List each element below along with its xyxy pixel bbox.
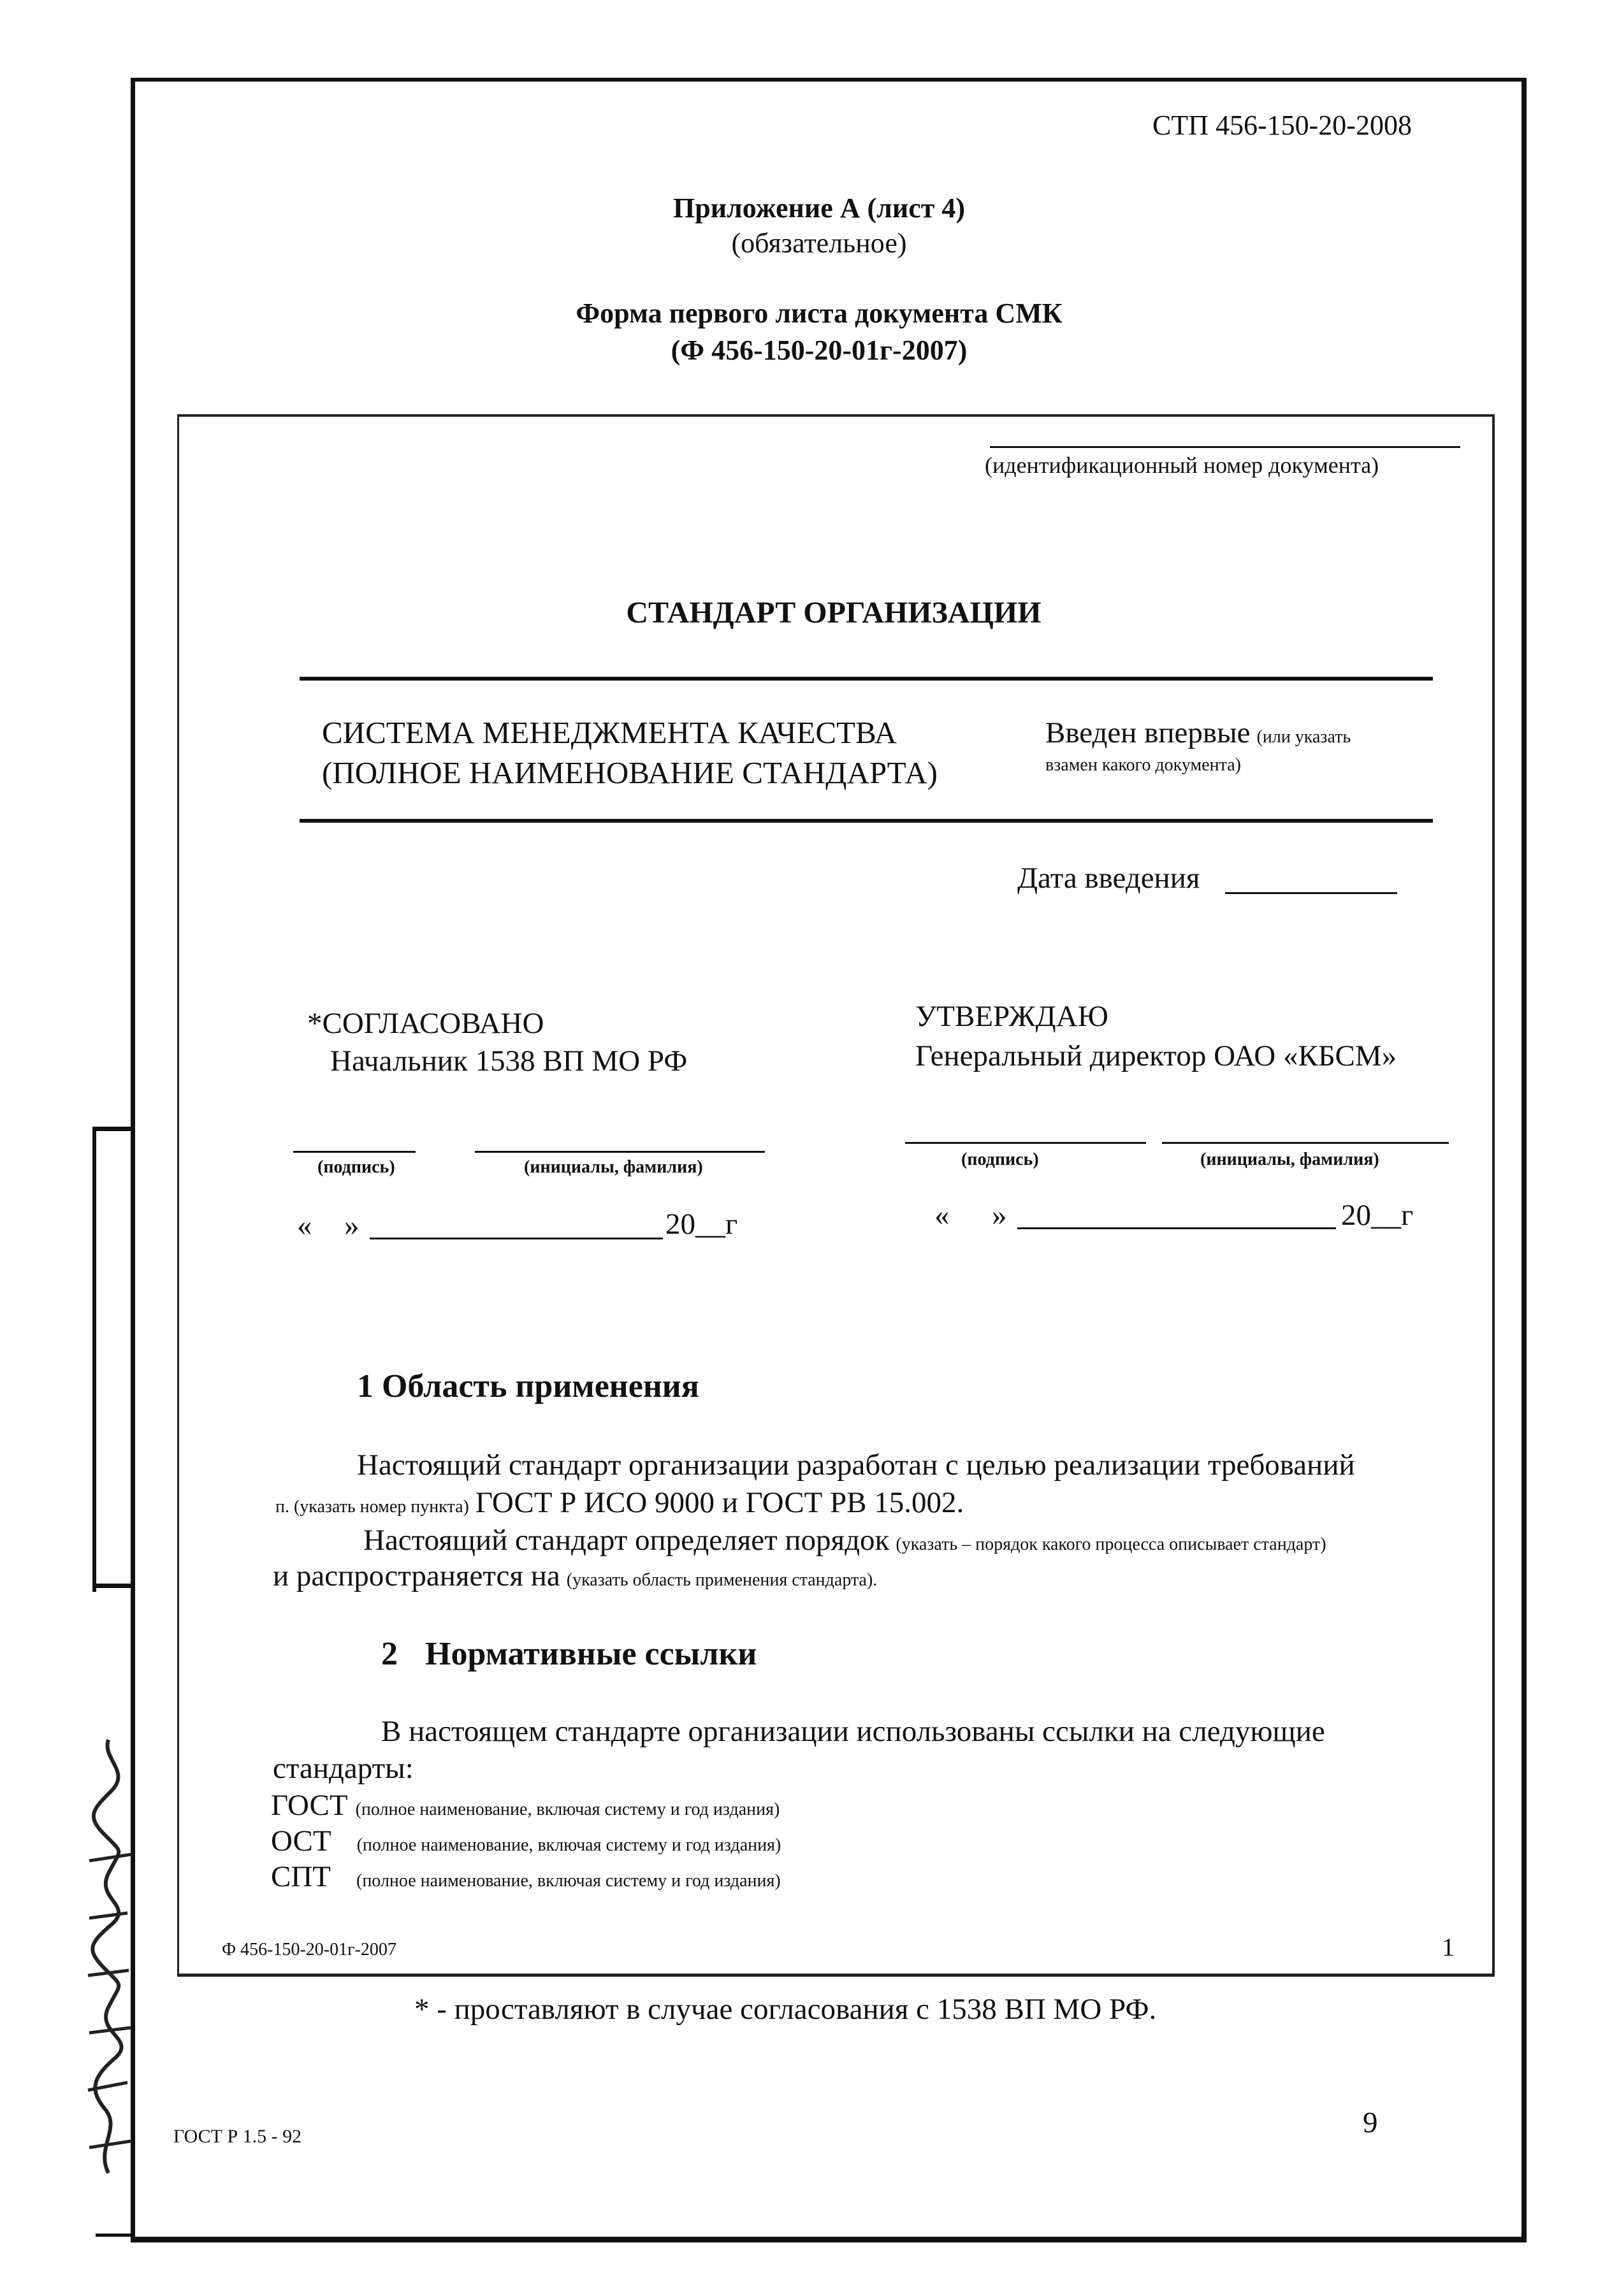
handwritten-margin-note [70, 1733, 153, 2179]
approved-quote-open: « [934, 1199, 950, 1232]
introduced-first-label: Введен впервые [1045, 716, 1251, 749]
section-1-p1-standards: ГОСТ Р ИСО 9000 и ГОСТ РВ 15.002. [475, 1486, 964, 1519]
bottom-left-code: ГОСТ Р 1.5 - 92 [173, 2126, 302, 2147]
section-1-p2-note: (указать – порядок какого процесса описывает стандарт) [896, 1534, 1326, 1554]
id-number-caption: (идентификационный номер документа) [985, 452, 1379, 478]
margin-mark-vertical [92, 1127, 96, 1592]
reference-note: (полное наименование, включая систему и год издания) [356, 1835, 781, 1855]
margin-mark-top [96, 1127, 135, 1131]
rule-bottom [300, 819, 1433, 823]
section-1-p1-line1: Настоящий стандарт организации разработан с целью реализации требований [357, 1448, 1355, 1482]
reference-code: ГОСТ [271, 1789, 348, 1822]
reference-gost [271, 1791, 780, 1821]
approved-date-blank[interactable] [1017, 1227, 1336, 1229]
section-1-p1-note: п. (указать номер пункта) [275, 1497, 469, 1517]
section-2-intro-line1: В настоящем стандарте организации использованы ссылки на следующие [381, 1715, 1325, 1748]
section-2-intro-line2: стандарты: [273, 1752, 414, 1785]
agreed-signature-caption: (подпись) [317, 1157, 395, 1177]
org-standard-title: СТАНДАРТ ОРГАНИЗАЦИИ [626, 596, 1042, 630]
agreed-date-blank[interactable] [370, 1238, 663, 1239]
approved-quote-close: » [992, 1199, 1007, 1232]
section-1-p2-line2-main: и распространяется на [273, 1559, 560, 1592]
page-number: 9 [1363, 2106, 1378, 2139]
reference-code: СПТ [271, 1860, 331, 1893]
agreed-name-line[interactable] [475, 1151, 765, 1153]
approved-signature-caption: (подпись) [961, 1150, 1039, 1169]
section-1-p1-line2 [275, 1488, 964, 1518]
approved-title: УТВЕРЖДАЮ [915, 1000, 1108, 1033]
agreed-title: *СОГЛАСОВАНО [307, 1007, 544, 1040]
section-2-number: 2 [381, 1636, 398, 1672]
reference-note: (полное наименование, включая систему и год издания) [355, 1800, 780, 1819]
approved-name-line[interactable] [1162, 1142, 1449, 1144]
agreed-name-caption: (инициалы, фамилия) [524, 1157, 703, 1177]
section-1-p2-main: Настоящий стандарт определяет порядок [363, 1524, 890, 1557]
introduced-note: (или указать [1256, 727, 1351, 747]
agreed-quote-open: « [297, 1209, 312, 1242]
document-code: СТП 456-150-20-2008 [1152, 110, 1412, 141]
rule-top [300, 677, 1433, 681]
margin-mark-middle [96, 1584, 135, 1588]
section-1-p2-line1 [363, 1526, 1326, 1556]
approved-signature-line[interactable] [905, 1142, 1146, 1144]
footnote: * - проставляют в случае согласования с 1538 ВП МО РФ. [414, 1993, 1157, 2026]
agreed-year: 20__г [665, 1208, 738, 1241]
approved-name-caption: (инициалы, фамилия) [1200, 1150, 1379, 1169]
form-footer-code: Ф 456-150-20-01г-2007 [222, 1940, 396, 1960]
agreed-signature-line[interactable] [293, 1151, 416, 1153]
form-code-title: (Ф 456-150-20-01г-2007) [671, 335, 968, 366]
approved-year: 20__г [1341, 1199, 1414, 1232]
date-label: Дата введения [1017, 862, 1200, 895]
section-1-p2-line2 [273, 1561, 877, 1591]
section-1-heading: 1 Область применения [357, 1368, 699, 1404]
form-footer-page: 1 [1442, 1933, 1455, 1961]
reference-note: (полное наименование, включая систему и год издания) [356, 1871, 781, 1891]
section-2-title: Нормативные ссылки [425, 1636, 757, 1672]
reference-spt [271, 1862, 781, 1892]
margin-mark-bottom [96, 2234, 135, 2237]
form-title: Форма первого листа документа СМК [576, 298, 1063, 329]
date-blank[interactable] [1225, 892, 1397, 894]
introduced-first [1045, 718, 1351, 748]
section-2-heading [381, 1638, 757, 1671]
section-1-p2-line2-note: (указать область применения стандарта). [566, 1570, 878, 1590]
reference-ost [271, 1826, 781, 1856]
introduced-note-line2: взамен какого документа) [1045, 755, 1241, 775]
id-number-line [990, 446, 1460, 448]
agreed-quote-close: » [344, 1209, 359, 1242]
standard-name-line1: СИСТЕМА МЕНЕДЖМЕНТА КАЧЕСТВА [322, 715, 897, 750]
appendix-title: Приложение А (лист 4) [673, 192, 965, 224]
reference-code: ОСТ [271, 1824, 331, 1858]
agreed-position: Начальник 1538 ВП МО РФ [330, 1044, 688, 1078]
approved-position: Генеральный директор ОАО «КБСМ» [915, 1039, 1397, 1072]
appendix-subtitle: (обязательное) [731, 227, 907, 259]
standard-name-line2: (ПОЛНОЕ НАИМЕНОВАНИЕ СТАНДАРТА) [322, 755, 938, 790]
